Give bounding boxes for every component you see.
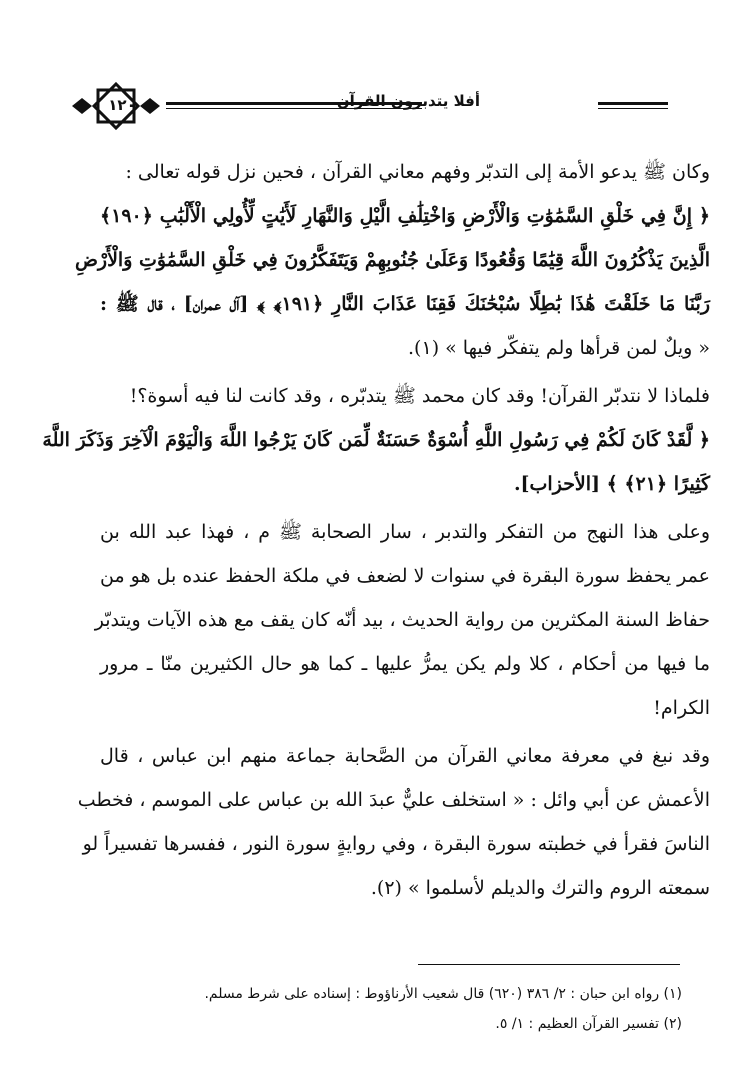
text-line: ما فيها من أحكام ، كلا ولم يكن يمرُّ عليها ـ كما هو حال الكثيرين منّا ـ مرور — [100, 653, 710, 675]
text-line: حفاظ السنة المكثرين من رواية الحديث ، بيد أنّه كان يقف مع هذه الآيات ويتدبّر — [94, 609, 710, 631]
text-line: الكرام! — [653, 697, 710, 719]
page-number: ١٢٠ — [108, 96, 136, 114]
footnote-1: (١) رواه ابن حبان : ٢/ ٣٨٦ (٦٢٠) قال شعيب الأرناؤوط : إسناده على شرط مسلم. — [204, 986, 682, 1002]
verse-line: ﴿ إِنَّ فِي خَلْقِ السَّمَٰوَٰتِ وَالْأَرْضِ وَاخْتِلَٰفِ الَّيْلِ وَالنَّهَارِ لَأَيَٰتٍ لِّأُولِي الْأَلْبَٰبِ ﴿١٩٠﴾ — [100, 205, 710, 227]
running-title: أفلا يتدبرون القرآن — [336, 92, 480, 110]
verse-line: الَّذِينَ يَذْكُرُونَ اللَّهَ قِيَٰمًا وَقُعُودًا وَعَلَىٰ جُنُوبِهِمْ وَيَتَفَكَّرُونَ فِي خَلْقِ السَّمَٰوَٰتِ وَالْأَرْضِ — [74, 249, 710, 271]
verse-line: رَبَّنَا مَا خَلَقْتَ هَٰذَا بَٰطِلًا سُبْحَٰنَكَ فَقِنَا عَذَابَ النَّارِ ﴿١٩١﴾ ﴾ [آل عمران] ، قال ﷺ : — [100, 293, 711, 315]
text-line: وعلى هذا النهج من التفكر والتدبر ، سار الصحابة ﷺ م ، فهذا عبد الله بن — [100, 521, 710, 543]
footnote-separator — [418, 964, 680, 965]
text-line: عمر يحفظ سورة البقرة في سنوات لا لضعف في ملكة الحفظ عنده بل هو من — [100, 565, 710, 587]
verse-line: ﴿ لَّقَدْ كَانَ لَكُمْ فِي رَسُولِ اللَّهِ أُسْوَةٌ حَسَنَةٌ لِّمَن كَانَ يَرْجُوا اللَّهَ وَالْيَوْمَ الْآخِرَ وَذَكَرَ اللَّهَ — [42, 429, 710, 451]
header-rule-left-thin — [598, 108, 668, 109]
text-line: « ويلٌ لمن قرأها ولم يتفكّر فيها » (١). — [408, 337, 710, 359]
text-line: الناسَ فقرأ في خطبته سورة البقرة ، وفي روايةٍ سورة النور ، ففسرها تفسيراً لو — [82, 833, 710, 855]
text-line: فلماذا لا نتدبّر القرآن! وقد كان محمد ﷺ يتدبّره ، وقد كانت لنا فيه أسوة؟! — [129, 385, 710, 407]
verse-line: كَثِيرًا ﴿٢١﴾ ﴾ [الأحزاب]. — [513, 473, 710, 495]
text-line: وكان ﷺ يدعو الأمة إلى التدبّر وفهم معاني القرآن ، فحين نزل قوله تعالى : — [125, 161, 710, 183]
footnote-2: (٢) تفسير القرآن العظيم : ١/ ٥. — [495, 1016, 682, 1032]
header-rule-left — [598, 102, 668, 105]
main-text — [42, 150, 711, 899]
running-header — [58, 78, 680, 138]
text-line: الأعمش عن أبي وائل : « استخلف عليٌّ عبدَ الله بن عباس على الموسم ، فخطب — [77, 789, 710, 811]
text-line: سمعته الروم والترك والديلم لأسلموا » (٢). — [370, 877, 710, 899]
text-line: وقد نبغ في معرفة معاني القرآن من الصَّحابة جماعة منهم ابن عباس ، قال — [100, 745, 710, 767]
